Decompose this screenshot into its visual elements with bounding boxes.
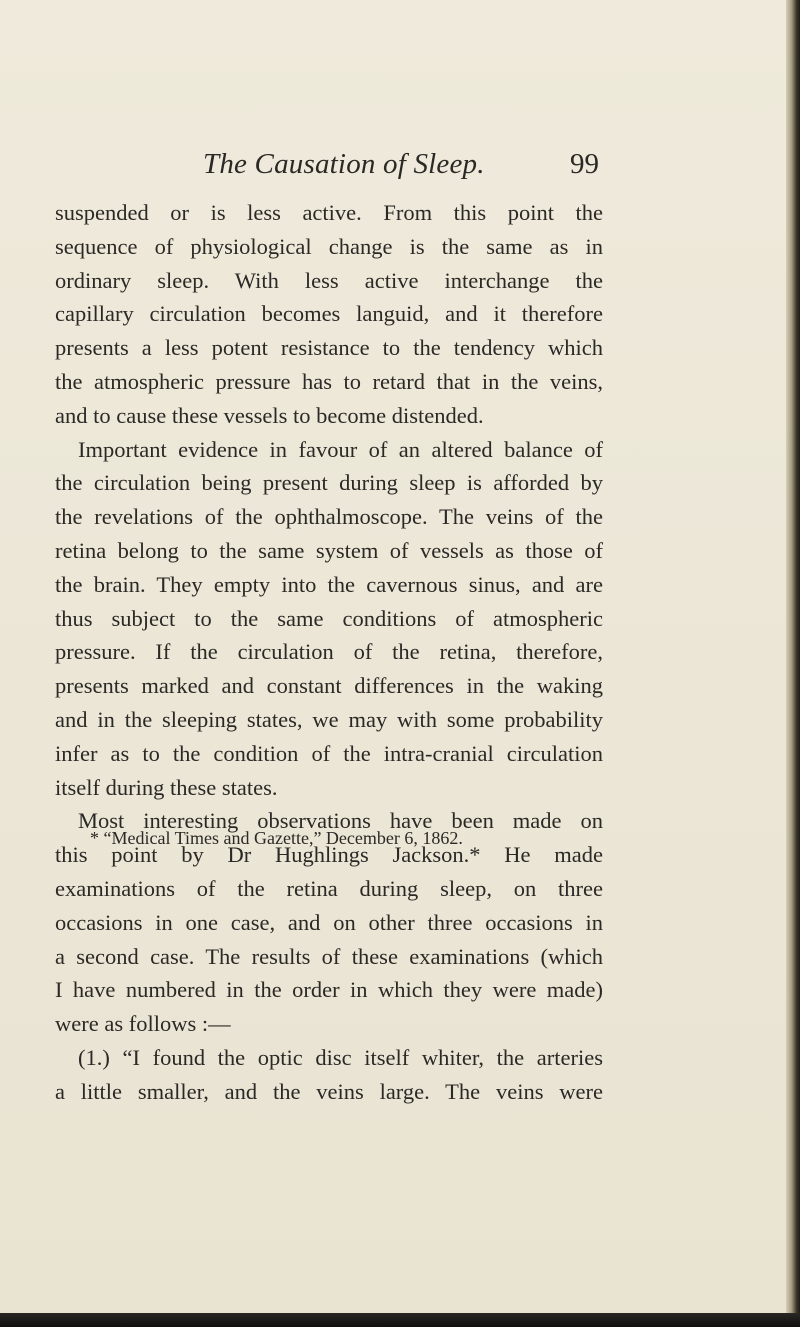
text-line: and to cause these vessels to become distended. xyxy=(55,402,484,428)
text-line: examinations of the retina during sleep, on three xyxy=(55,875,603,901)
text-line: suspended or is less active. From this point the xyxy=(55,200,603,225)
page-number: 99 xyxy=(570,148,599,180)
text-line: infer as to the condition of the intra-cranial circulation xyxy=(55,740,603,766)
paragraph-start-line: (1.) “I found the optic disc itself whiter, the arteries xyxy=(78,1044,603,1070)
text-line: the revelations of the ophthalmoscope. The veins of the xyxy=(55,504,603,530)
text-line: the atmospheric pressure has to retard that in the veins, xyxy=(55,368,603,394)
text-line: the brain. They empty into the cavernous sinus, and are xyxy=(55,571,603,597)
text-line: and in the sleeping states, we may with some probability xyxy=(55,706,603,732)
text-line: this point by Dr Hughlings Jackson.* He made xyxy=(55,842,603,868)
text-line: itself during these states. xyxy=(55,774,278,800)
footnote: * “Medical Times and Gazette,” December 6, 1862. xyxy=(90,828,463,848)
text-line: I have numbered in the order in which they were made) xyxy=(55,977,603,1003)
text-line: retina belong to the same system of vessels as those of xyxy=(55,537,603,563)
text-line: pressure. If the circulation of the retina, therefore, xyxy=(55,639,603,665)
text-line: the circulation being present during sleep is afforded by xyxy=(55,470,603,496)
text-line: presents a less potent resistance to the tendency which xyxy=(55,335,603,361)
text-line: a little smaller, and the veins large. The veins were xyxy=(55,1078,603,1104)
text-line: thus subject to the same conditions of atmospheric xyxy=(55,605,603,631)
paragraph-start-line: Important evidence in favour of an altered balance of xyxy=(78,436,603,462)
text-line: occasions in one case, and on other three occasions in xyxy=(55,909,603,935)
page-header xyxy=(0,148,800,188)
text-line: ordinary sleep. With less active interchange the xyxy=(55,267,603,293)
text-line: sequence of physiological change is the same as in xyxy=(55,233,603,259)
running-title: The Causation of Sleep. xyxy=(203,148,485,180)
text-line: capillary circulation becomes languid, and it therefore xyxy=(55,301,603,327)
page-bottom-edge xyxy=(0,1313,800,1327)
text-line: a second case. The results of these examinations (which xyxy=(55,943,603,969)
page-spine-shadow xyxy=(786,0,800,1327)
text-line: were as follows :— xyxy=(55,1011,231,1037)
body-text xyxy=(55,196,603,1109)
text-line: presents marked and constant differences in the waking xyxy=(55,673,603,699)
paragraph-start-line: Most interesting observations have been made on xyxy=(78,808,603,834)
